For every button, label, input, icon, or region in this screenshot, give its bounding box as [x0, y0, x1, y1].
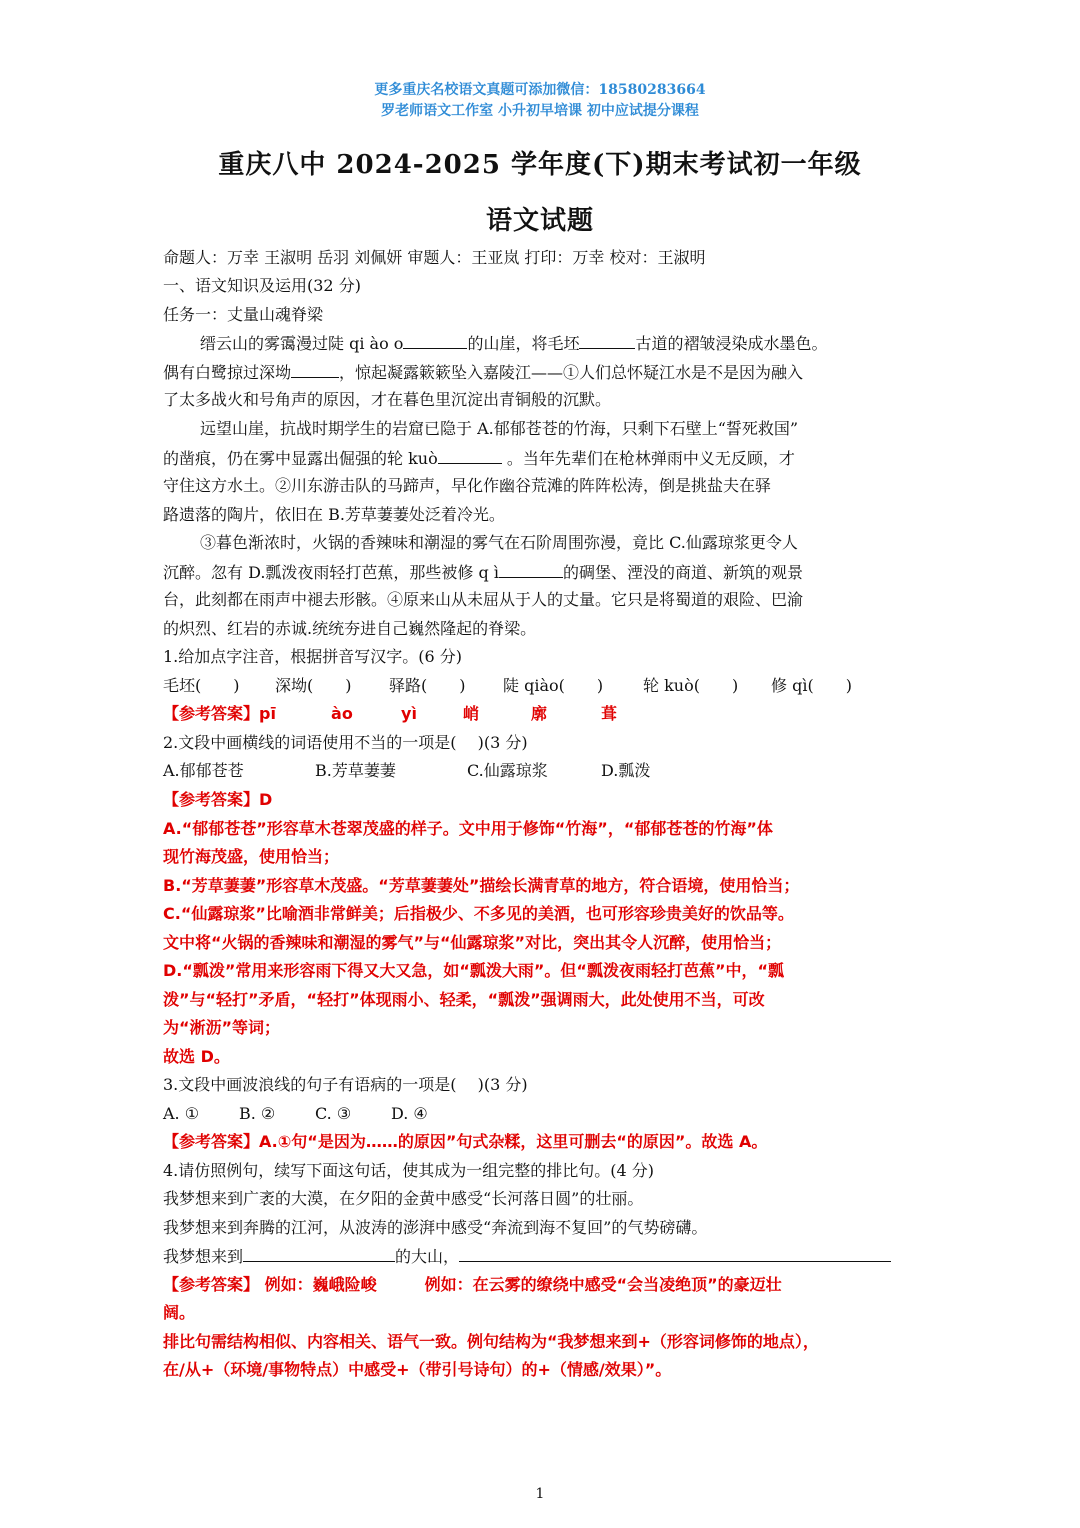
- fill-blank: [499, 561, 563, 578]
- question-1-stem: 1.给加点字注音，根据拼音写汉字。(6 分): [163, 647, 463, 666]
- fill-blank: [291, 361, 339, 378]
- fill-blank: [403, 332, 467, 349]
- question-3-options: A. ① B. ② C. ③ D. ④: [163, 1104, 428, 1123]
- passage-line: 缙云山的雾霭漫过陡 qi ào o 的山崖，将毛坯 古道的褶皱浸染成水墨色。: [200, 334, 828, 353]
- question-2-options: A.郁郁苍苍 B.芳草萋萋 C.仙露琼浆 D.瓢泼: [163, 761, 651, 780]
- passage-line: 守住这方水土。②川东游击队的马蹄声，早化作幽谷荒滩的阵阵松涛，倒是挑盐夫在驿: [163, 476, 772, 495]
- answer-explain-line: 泼”与“轻打”矛盾，“轻打”体现雨小、轻柔，“瓢泼”强调雨大，此处使用不当，可改: [163, 990, 765, 1009]
- answer-explain-line: 排比句需结构相似、内容相关、语气一致。例句结构为“我梦想来到+（形容词修饰的地点），: [163, 1332, 819, 1351]
- fill-blank: [459, 1245, 891, 1262]
- question-3-stem: 3.文段中画波浪线的句子有语病的一项是( )(3 分): [163, 1075, 528, 1094]
- question-3-answer: 【参考答案】A.①句“是因为……的原因”句式杂糅，这里可删去“的原因”。故选 A。: [163, 1132, 768, 1151]
- promo-line-2: 罗老师语文工作室 小升初早培课 初中应试提分课程: [381, 103, 699, 119]
- answer-explain-line: 现竹海茂盛，使用恰当；: [163, 847, 340, 866]
- question-4-answer: 【参考答案】 例如：巍峨险峻 例如：在云雾的缭绕中感受“会当凌绝顶”的豪迈壮: [163, 1275, 782, 1294]
- answer-explain-line: 故选 D。: [163, 1047, 230, 1066]
- passage-line: 远望山崖，抗战时期学生的岩窟已隐于 A.郁郁苍苍的竹海，只剩下石壁上“誓死救国”: [200, 419, 799, 438]
- example-sentence-2: 我梦想来到奔腾的江河，从波涛的澎湃中感受“奔流到海不复回”的气势磅礴。: [163, 1218, 708, 1237]
- passage-line: 偶有白鹭掠过深坳 ，惊起凝露簌簌坠入嘉陵江——①人们总怀疑江水是不是因为融入: [163, 363, 804, 382]
- passage-line: 了太多战火和号角声的原因，才在暮色里沉淀出青铜般的沉默。: [163, 390, 612, 409]
- task-heading: 任务一：丈量山魂脊梁: [163, 305, 324, 324]
- page-number: 1: [535, 1486, 545, 1502]
- section-heading: 一、语文知识及运用(32 分): [163, 276, 361, 295]
- fill-blank: [579, 332, 635, 349]
- answer-explain-line: 为“淅沥”等词；: [163, 1018, 281, 1037]
- question-1-answer: 【参考答案】pī ào yì 峭 廓 葺: [163, 704, 618, 723]
- answer-explain-line: D.“瓢泼”常用来形容雨下得又大又急，如“瓢泼大雨”。但“瓢泼夜雨轻打芭蕉”中，“瓢: [163, 961, 784, 980]
- question-2-stem: 2.文段中画横线的词语使用不当的一项是( )(3 分): [163, 733, 528, 752]
- author-line: 命题人：万幸 王淑明 岳羽 刘佩妍 审题人：王亚岚 打印：万幸 校对：王淑明: [163, 248, 706, 267]
- fill-blank: [243, 1245, 395, 1262]
- exam-subtitle: 语文试题: [485, 206, 594, 236]
- question-4-fill-line: 我梦想来到 的大山，: [163, 1245, 923, 1268]
- answer-explain-line: 阔。: [163, 1303, 196, 1322]
- fill-blank: [438, 447, 502, 464]
- answer-explain-line: A.“郁郁苍苍”形容草木苍翠茂盛的样子。文中用于修饰“竹海”，“郁郁苍苍的竹海”体: [163, 819, 773, 838]
- passage-line: 的凿痕，仍在雾中显露出倔强的轮 kuò 。当年先辈们在枪林弹雨中义无反顾，才: [163, 449, 795, 468]
- answer-explain-line: 在/从+（环境/事物特点）中感受+（带引号诗句）的+（情感/效果）”。: [163, 1360, 672, 1379]
- answer-explain-line: 文中将“火锅的香辣味和潮湿的雾气”与“仙露琼浆”对比，突出其令人沉醉，使用恰当；: [163, 933, 782, 952]
- passage-line: ③暮色渐浓时，火锅的香辣味和潮湿的雾气在石阶周围弥漫，竟比 C.仙露琼浆更令人: [200, 533, 798, 552]
- answer-explain-line: B.“芳草萋萋”形容草木茂盛。“芳草萋萋处”描绘长满青草的地方，符合语境，使用恰当；: [163, 876, 800, 895]
- passage-line: 路遗落的陶片，依旧在 B.芳草萋萋处泛着冷光。: [163, 505, 505, 524]
- question-4-stem: 4.请仿照例句，续写下面这句话，使其成为一组完整的排比句。(4 分): [163, 1161, 655, 1180]
- answer-explain-line: C.“仙露琼浆”比喻酒非常鲜美；后指极少、不多见的美酒，也可形容珍贵美好的饮品等。: [163, 904, 794, 923]
- promo-line-1: 更多重庆名校语文真题可添加微信：18580283664: [374, 82, 706, 98]
- question-1-items: 毛坯( ) 深坳( ) 驿路( ) 陡 qiào( ) 轮 kuò( ) 修 qì( ): [163, 676, 852, 695]
- passage-line: 台，此刻都在雨声中褪去形骸。④原来山从未屈从于人的丈量。它只是将蜀道的艰险、巴渝: [163, 590, 804, 609]
- example-sentence-1: 我梦想来到广袤的大漠，在夕阳的金黄中感受“长河落日圆”的壮丽。: [163, 1189, 644, 1208]
- question-2-answer: 【参考答案】D: [163, 790, 273, 809]
- exam-title: 重庆八中 2024-2025 学年度(下)期末考试初一年级: [218, 150, 862, 180]
- passage-line: 的炽烈、红岩的赤诚.统统夯进自己巍然隆起的脊梁。: [163, 619, 537, 638]
- passage-line: 沉醉。忽有 D.瓢泼夜雨轻打芭蕉，那些被修 q ì 的碉堡、湮没的商道、新筑的观景: [163, 563, 803, 582]
